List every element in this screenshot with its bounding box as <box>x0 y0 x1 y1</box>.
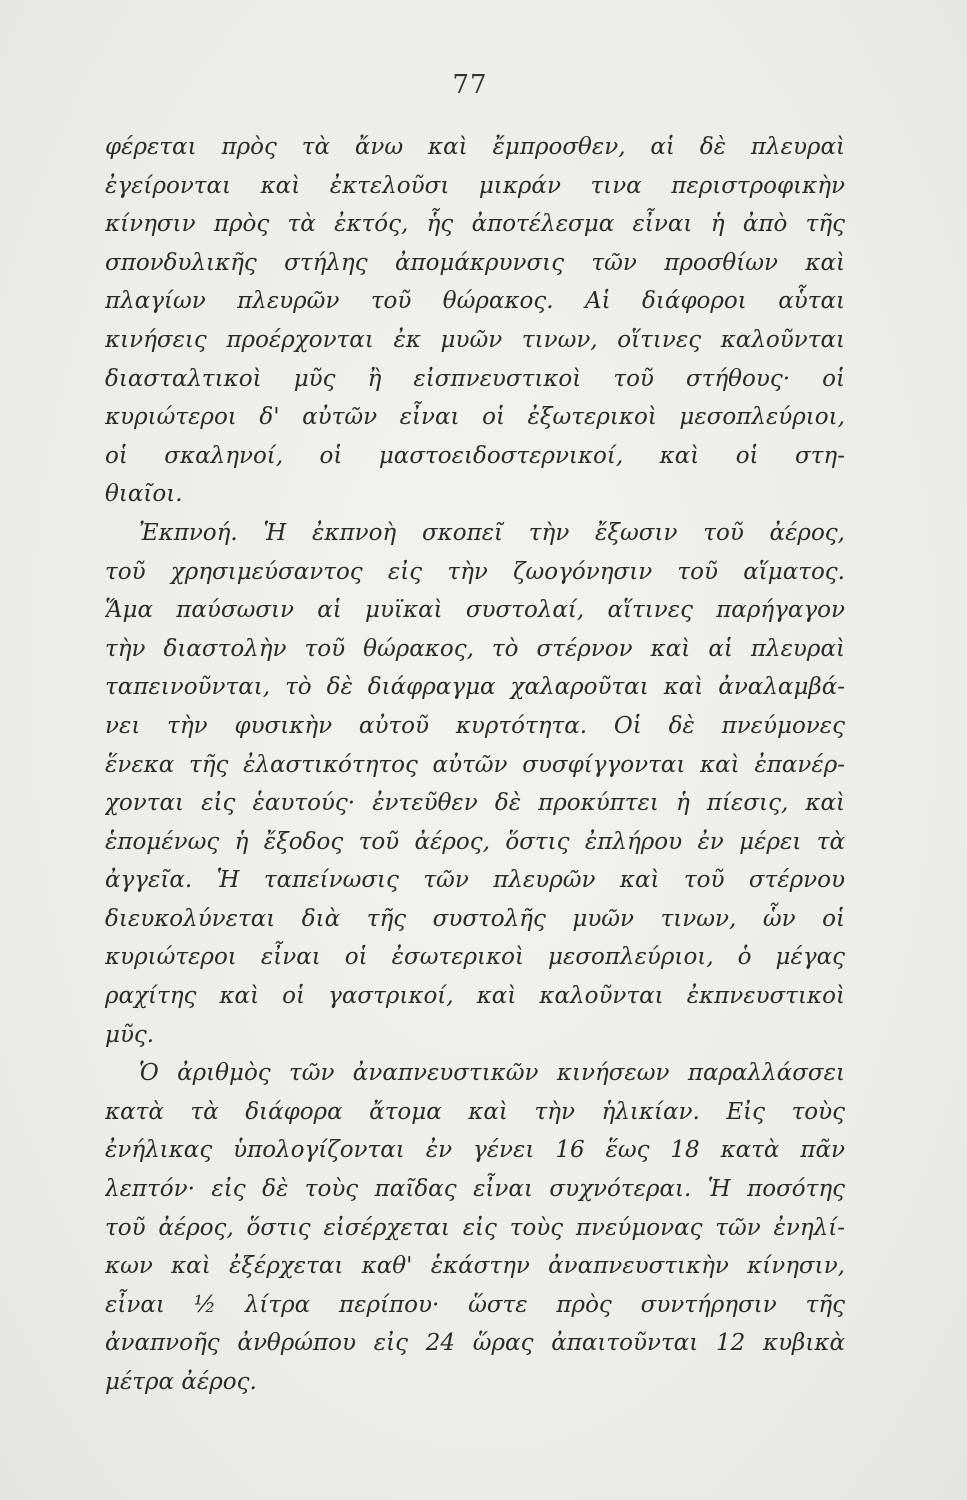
text-line: ἀναπνοῆς ἀνθρώπου εἰς 24 ὥρας ἀπαιτοῦνται 12 κυβικὰ <box>105 1330 845 1357</box>
text-line: κατὰ τὰ διάφορα ἄτομα καὶ τὴν ἡλικίαν. Εἰς τοὺς <box>105 1098 845 1125</box>
text-line: ἐνήλικας ὑπολογίζονται ἐν γένει 16 ἕως 18 κατὰ πᾶν <box>105 1137 845 1164</box>
text-line: νει τὴν φυσικὴν αὐτοῦ κυρτότητα. Οἱ δὲ πνεύμονες <box>105 712 845 739</box>
text-line: Ἅμα παύσωσιν αἱ μυϊκαὶ συστολαί, αἵτινες παρήγαγον <box>105 597 845 624</box>
text-line: κινήσεις προέρχονται ἐκ μυῶν τινων, οἵτινες καλοῦνται <box>105 326 845 353</box>
text-line: λεπτόν· εἰς δὲ τοὺς παῖδας εἶναι συχνότεραι. Ἡ ποσότης <box>105 1176 845 1203</box>
body-text <box>105 128 845 1402</box>
text-line: διευκολύνεται διὰ τῆς συστολῆς μυῶν τινων, ὧν οἱ <box>105 905 845 932</box>
section-heading-line: Ἐκπνοή. Ἡ ἐκπνοὴ σκοπεῖ τὴν ἔξωσιν τοῦ ἀέρος, <box>139 519 845 546</box>
text-line: οἱ σκαληνοί, οἱ μαστοειδοστερνικοί, καὶ οἱ στη- <box>105 442 845 469</box>
text-line: ταπεινοῦνται, τὸ δὲ διάφραγμα χαλαροῦται καὶ ἀναλαμβά- <box>105 674 845 701</box>
text-line: τὴν διαστολὴν τοῦ θώρακος, τὸ στέρνον καὶ αἱ πλευραὶ <box>105 635 845 662</box>
text-line: μῦς. <box>105 1021 155 1048</box>
paragraph-start-line: Ὁ ἀριθμὸς τῶν ἀναπνευστικῶν κινήσεων παραλλάσσει <box>139 1060 845 1087</box>
text-line: ραχίτης καὶ οἱ γαστρικοί, καὶ καλοῦνται ἐκπνευστικοὶ <box>105 983 845 1010</box>
text-line: ἀγγεῖα. Ἡ ταπείνωσις τῶν πλευρῶν καὶ τοῦ στέρνου <box>105 867 845 894</box>
text-line: κυριώτεροι δ' αὐτῶν εἶναι οἱ ἐξωτερικοὶ μεσοπλεύριοι, <box>105 404 845 431</box>
text-line: τοῦ ἀέρος, ὅστις εἰσέρχεται εἰς τοὺς πνεύμονας τῶν ἐνηλί- <box>105 1214 845 1241</box>
text-line: κυριώτεροι εἶναι οἱ ἐσωτερικοὶ μεσοπλεύριοι, ὁ μέγας <box>105 944 845 971</box>
text-line: κων καὶ ἐξέρχεται καθ' ἑκάστην ἀναπνευστικὴν κίνησιν, <box>105 1253 845 1280</box>
text-line: σπονδυλικῆς στήλης ἀπομάκρυνσις τῶν προσθίων καὶ <box>105 249 845 276</box>
text-line: ἑπομένως ἡ ἔξοδος τοῦ ἀέρος, ὅστις ἐπλήρου ἐν μέρει τὰ <box>105 828 845 855</box>
text-line: τοῦ χρησιμεύσαντος εἰς τὴν ζωογόνησιν τοῦ αἵματος. <box>105 558 845 585</box>
text-line: διασταλτικοὶ μῦς ἢ εἰσπνευστικοὶ τοῦ στήθους· οἱ <box>105 365 845 392</box>
text-line: ἕνεκα τῆς ἐλαστικότητος αὐτῶν συσφίγγονται καὶ ἐπανέρ- <box>105 751 845 778</box>
text-line: μέτρα ἀέρος. <box>105 1369 257 1395</box>
text-line: ἐγείρονται καὶ ἐκτελοῦσι μικράν τινα περιστροφικὴν <box>105 172 845 199</box>
text-line: εἶναι ½ λίτρα περίπου· ὥστε πρὸς συντήρησιν τῆς <box>105 1291 845 1318</box>
text-line: φέρεται πρὸς τὰ ἄνω καὶ ἔμπροσθεν, αἱ δὲ πλευραὶ <box>105 134 845 160</box>
text-line: πλαγίων πλευρῶν τοῦ θώρακος. Αἱ διάφοροι αὗται <box>105 288 845 315</box>
text-line: χονται εἰς ἑαυτούς· ἐντεῦθεν δὲ προκύπτει ἡ πίεσις, καὶ <box>105 790 845 817</box>
text-line: κίνησιν πρὸς τὰ ἐκτός, ἧς ἀποτέλεσμα εἶναι ἡ ἀπὸ τῆς <box>105 211 845 238</box>
text-line: θιαῖοι. <box>105 481 183 508</box>
page-number: 77 <box>452 70 488 100</box>
